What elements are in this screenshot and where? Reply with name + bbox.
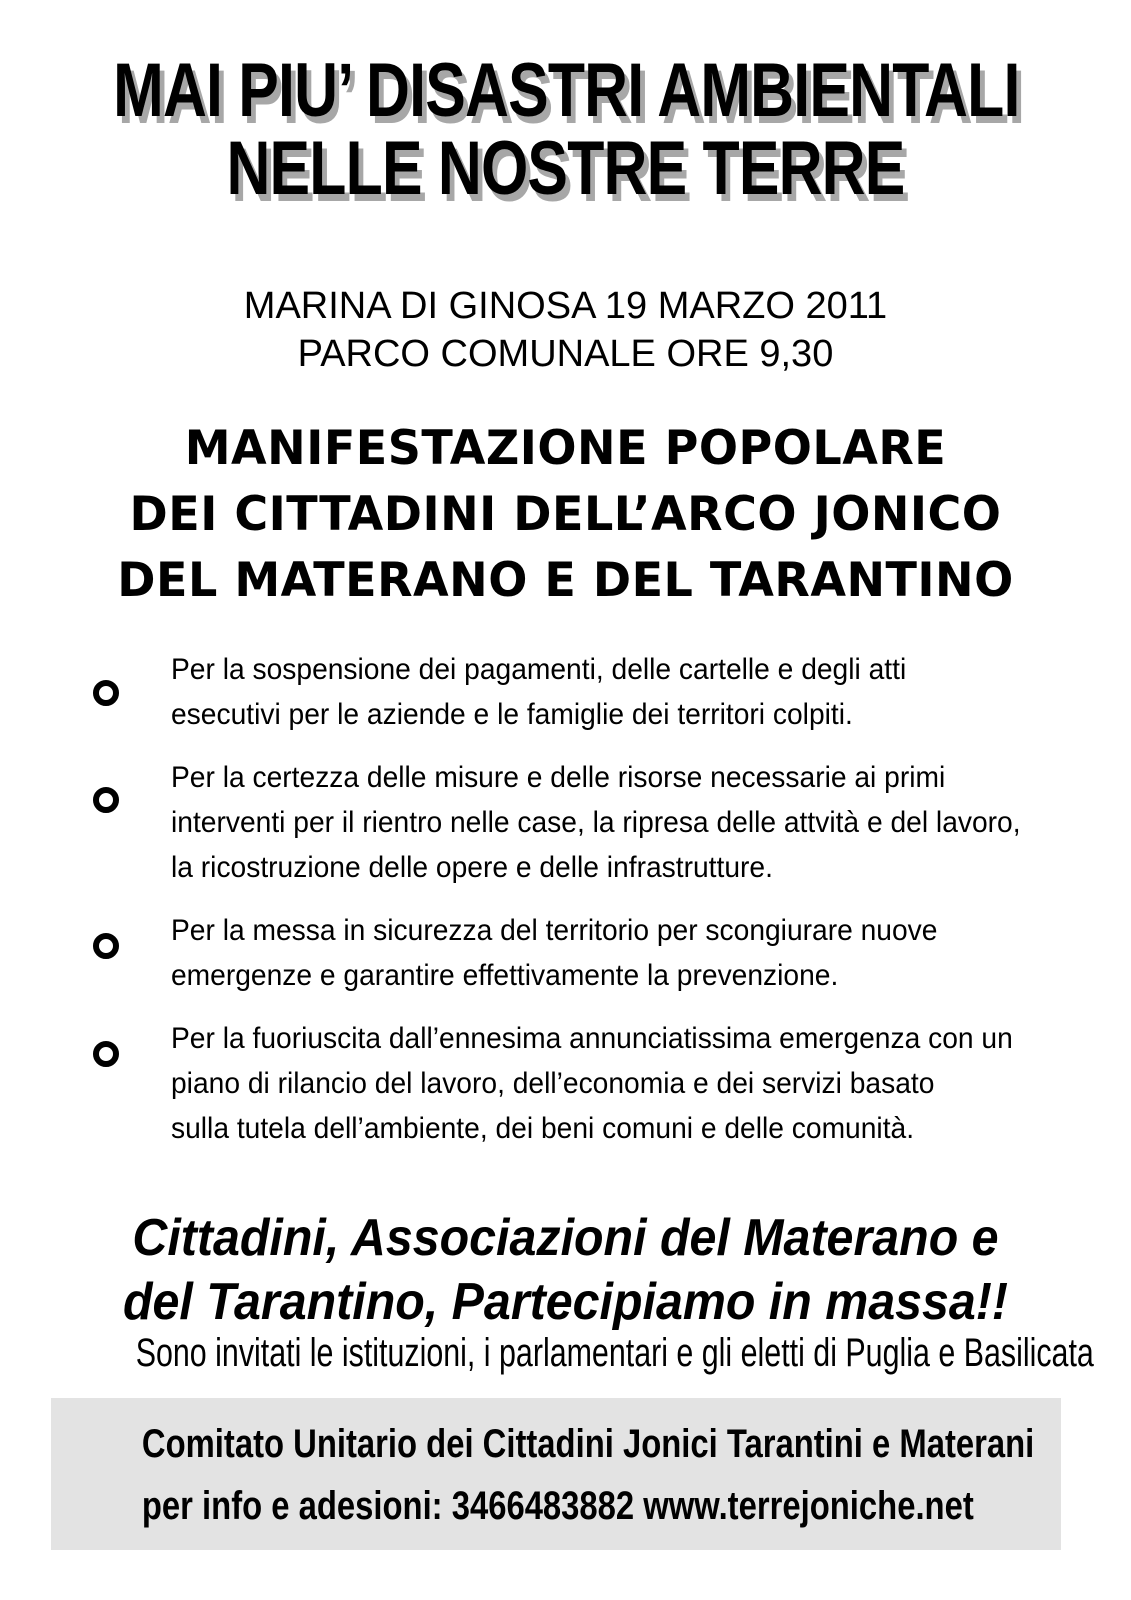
bullet-circle-icon <box>93 1041 119 1067</box>
demand-item <box>171 908 1017 998</box>
invitation-text: Sono invitati le istituzioni, i parlamentari e gli eletti di Puglia e Basilicata <box>135 1331 1094 1375</box>
manifestation-line-2: DEI CITTADINI DELL’ARCO JONICO <box>129 487 1002 542</box>
demand-line: emergenze e garantire effettivamente la prevenzione. <box>171 959 839 992</box>
event-place-date: MARINA DI GINOSA 19 MARZO 2011 <box>243 285 888 327</box>
bullet-circle-icon <box>93 933 119 959</box>
participation-appeal <box>40 1206 1092 1334</box>
demand-line: piano di rilancio del lavoro, dell’economia e dei servizi basato <box>171 1067 935 1100</box>
demand-item <box>171 647 1017 737</box>
demand-line: Per la fuoriuscita dall’ennesima annunciatissima emergenza con un <box>171 1022 1013 1055</box>
contact-info: per info e adesioni: 3466483882 www.terrejoniche.net <box>141 1484 974 1528</box>
appeal-line-1: Cittadini, Associazioni del Materano e <box>132 1209 999 1267</box>
manifestation-line-1: MANIFESTAZIONE POPOLARE <box>184 421 947 476</box>
bullet-circle-icon <box>93 787 119 813</box>
appeal-line-2: del Tarantino, Partecipiamo in massa!! <box>122 1273 1009 1331</box>
demand-item <box>171 1016 1017 1151</box>
headline-line-1: MAI PIU’ DISASTRI AMBIENTALI <box>113 48 1020 133</box>
demand-line: Per la sospensione dei pagamenti, delle cartelle e degli atti <box>171 653 907 686</box>
demand-line: interventi per il rientro nelle case, la ripresa delle attvità e del lavoro, <box>171 806 1021 839</box>
demand-line: sulla tutela dell’ambiente, dei beni comuni e delle comunità. <box>171 1112 915 1145</box>
demand-line: esecutivi per le aziende e le famiglie dei territori colpiti. <box>171 698 853 731</box>
headline-line-2: NELLE NOSTRE TERRE <box>226 126 905 211</box>
bullet-circle-icon <box>93 680 119 706</box>
footer-box <box>51 1398 1061 1550</box>
demand-line: Per la messa in sicurezza del territorio per scongiurare nuove <box>171 914 938 947</box>
demand-item <box>171 755 1021 890</box>
demand-line: la ricostruzione delle opere e delle infrastrutture. <box>171 851 773 884</box>
manifestation-line-3: DEL MATERANO E DEL TARANTINO <box>117 553 1014 608</box>
committee-name: Comitato Unitario dei Cittadini Jonici Tarantini e Materani <box>141 1422 1035 1466</box>
event-venue-time: PARCO COMUNALE ORE 9,30 <box>297 333 834 375</box>
demand-line: Per la certezza delle misure e delle risorse necessarie ai primi <box>171 761 946 794</box>
